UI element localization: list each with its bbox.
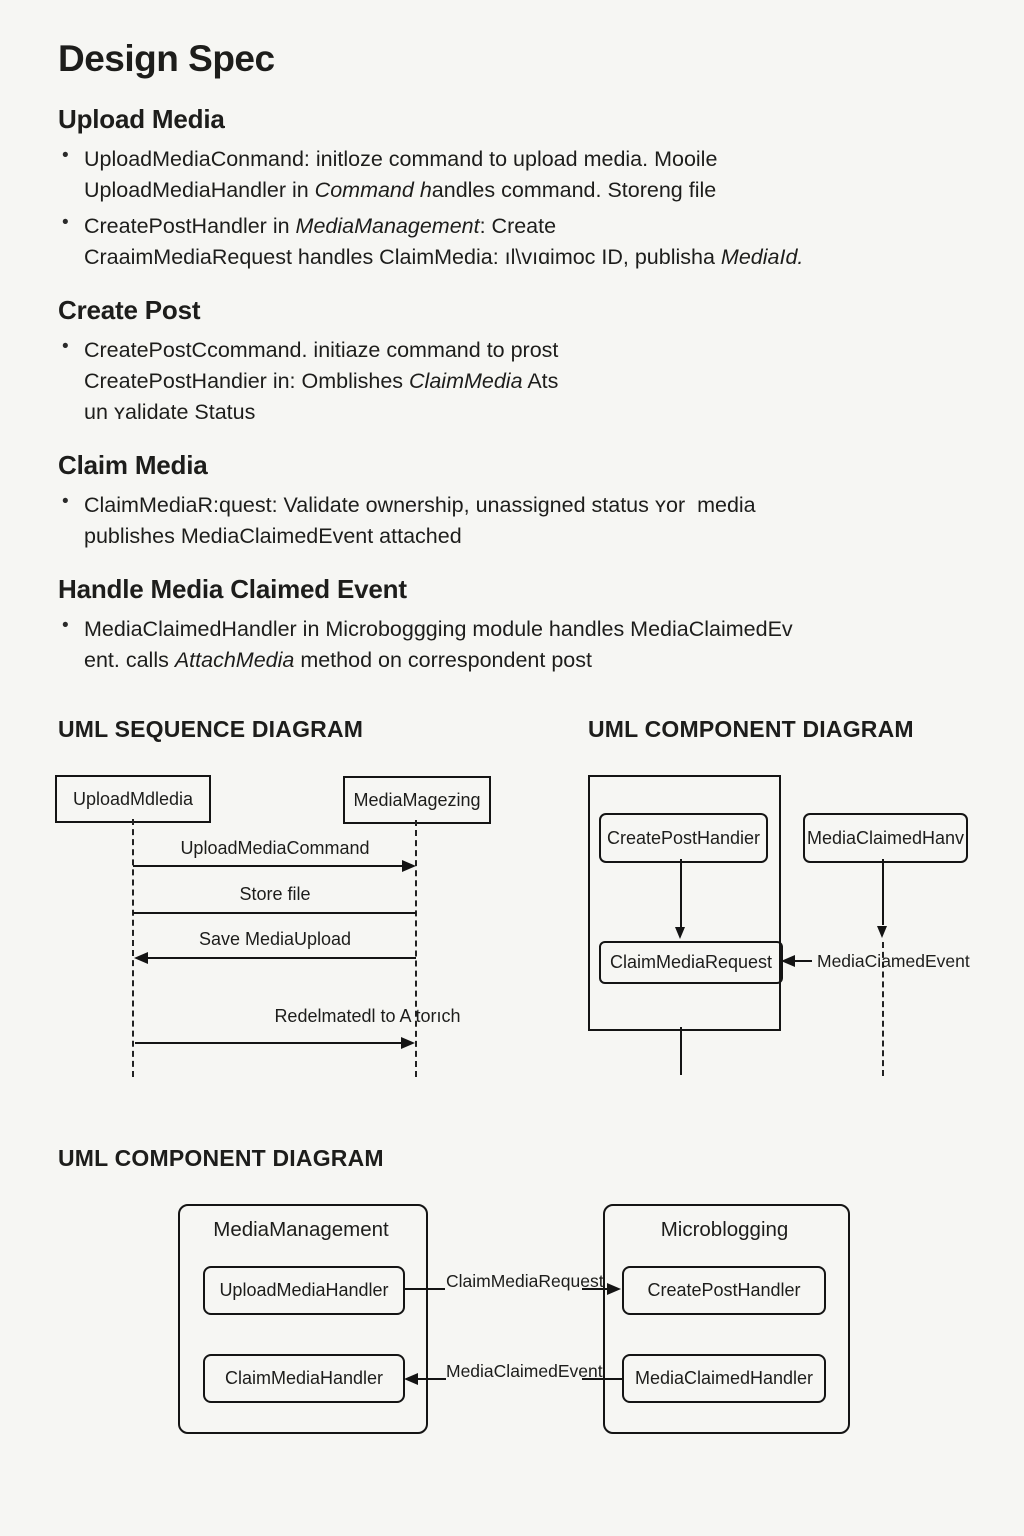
text-segment: : Create	[479, 214, 557, 238]
bullet-line	[84, 397, 988, 428]
text-segment-italic: ClaimMedia	[409, 369, 523, 393]
create-post-list	[58, 335, 988, 428]
diagram-heading: UML SEQUENCE DIAGRAM	[58, 716, 364, 742]
arrowhead-down-icon	[877, 926, 887, 938]
text-segment: un ʏalidate Status	[84, 400, 256, 424]
module-title: Microblogging	[660, 1218, 789, 1241]
uml-sequence-diagram	[55, 713, 560, 1085]
edge-line	[403, 1288, 445, 1290]
text-segment: andles command. Storeng file	[431, 178, 717, 202]
section-heading-create-post: Create Post	[58, 295, 201, 325]
bullet-line	[84, 144, 988, 175]
handle-media-claimed-list	[58, 614, 988, 676]
bullet-line	[84, 490, 988, 521]
text-segment: ClaimMediaR:quest: Validate ownership, unassigned status ʏor media	[84, 493, 756, 517]
edge-label: MediaClaimedEvent	[446, 1361, 603, 1381]
text-segment: MediaClaimedHandler in Microboggging module handles MediaClaimedEv	[84, 617, 793, 641]
actor-label: MediaMagezing	[353, 789, 481, 810]
text-segment: publishes MediaClaimedEvent attached	[84, 524, 462, 548]
component-label: ClaimMediaRequest	[609, 952, 773, 972]
claim-media-list	[58, 490, 988, 552]
arrowhead-left-icon	[134, 952, 148, 964]
component-label: UploadMediaHandler	[219, 1280, 389, 1300]
component-box-createposthandier	[599, 813, 768, 863]
component-box-mediaclaimedhanv	[803, 813, 968, 863]
bullet-line	[84, 521, 988, 552]
component-label: CreatePostHandier	[606, 827, 761, 848]
diagram-heading: UML COMPONENT DIAGRAM	[588, 716, 914, 742]
diagram-heading: UML COMPONENT DIAGRAM	[58, 1145, 384, 1171]
component-label: ClaimMediaHandler	[224, 1368, 384, 1388]
component-label: MediaClaimedHandler	[634, 1368, 814, 1388]
text-segment: UploadMediaConmand: initloze command to upload media. Mooile	[84, 147, 718, 171]
bullet-line	[84, 242, 988, 273]
module-title: MediaManagement	[213, 1218, 389, 1241]
section-heading-upload-media: Upload Media	[58, 104, 225, 134]
text-segment-italic: MediaId.	[720, 245, 804, 269]
bullet-line	[84, 645, 988, 676]
arrowhead-down-icon	[675, 927, 685, 939]
arrowhead-right-icon	[402, 860, 416, 872]
message-label: Store file	[239, 884, 311, 904]
actor-box-mediamagezing	[343, 776, 491, 824]
message-label: UploadMediaCommand	[180, 838, 370, 858]
section-heading-claim-media: Claim Media	[58, 450, 208, 480]
list-item	[58, 211, 988, 273]
bullet-line	[84, 366, 988, 397]
connector-line	[882, 859, 884, 925]
text-segment: UploadMediaHandler in	[84, 178, 315, 202]
component-label: CreatePostHandler	[647, 1280, 801, 1300]
bullet-line	[84, 335, 988, 366]
uml-component-diagram-2	[58, 1140, 1008, 1480]
component-box-uploadmediahandler	[203, 1266, 405, 1315]
text-segment: CreatePostHandler in	[84, 214, 296, 238]
message-label: Redelmatedl to A torıch	[274, 1006, 461, 1026]
bullet-line	[84, 211, 988, 242]
component-box-claimmediarequest	[599, 941, 783, 984]
edge-line	[582, 1288, 608, 1290]
edge-label: MediaCiamedEvent	[817, 951, 970, 971]
text-segment-italic: Command h	[314, 178, 432, 202]
text-segment: method on correspondent post	[294, 648, 592, 672]
edge-line	[582, 1378, 622, 1380]
message-line	[133, 912, 416, 914]
bullet-line	[84, 614, 988, 645]
list-item	[58, 614, 988, 676]
message-line	[133, 865, 403, 867]
section-heading-handle-media-claimed-event: Handle Media Claimed Event	[58, 574, 407, 604]
text-segment: CreatePostCcommand. initiaze command to prost	[84, 338, 559, 362]
arrowhead-right-icon	[607, 1283, 621, 1295]
connector-line	[680, 1027, 682, 1075]
message-line	[147, 957, 416, 959]
component-box-mediaclaimedhandler	[622, 1354, 826, 1403]
component-box-claimmediahandler	[203, 1354, 405, 1403]
bullet-line	[84, 175, 988, 206]
list-item	[58, 490, 988, 552]
arrowhead-right-icon	[401, 1037, 415, 1049]
text-segment: Ats	[522, 369, 559, 393]
list-item	[58, 144, 988, 206]
actor-box-uploadmedia	[55, 775, 211, 823]
message-label: Save MediaUpload	[198, 929, 352, 949]
list-item	[58, 335, 988, 428]
actor-label: UploadMdledia	[72, 788, 194, 809]
text-segment: CreatePostHandier in: Omblishes	[84, 369, 410, 393]
arrowhead-left-icon	[404, 1373, 418, 1385]
message-line	[135, 1042, 402, 1044]
connector-line	[680, 859, 682, 929]
text-segment: ent. calls	[84, 648, 175, 672]
text-segment-italic: AttachMedia	[174, 648, 295, 672]
page-title: Design Spec	[58, 38, 275, 79]
text-segment: CraaimMediaRequest handles ClaimMedia: ıl\vıɑimoc ID, publisha	[84, 245, 721, 269]
component-label: MediaClaimedHanv	[806, 827, 965, 848]
edge-line	[794, 960, 812, 962]
upload-media-list	[58, 144, 988, 273]
spec-text-block	[58, 38, 988, 681]
text-segment-italic: MediaManagement	[295, 214, 480, 238]
edge-label: ClaimMediaRequest	[446, 1271, 604, 1291]
arrowhead-left-icon	[781, 955, 795, 967]
uml-component-diagram-1	[585, 713, 1015, 1085]
edge-line	[417, 1378, 446, 1380]
component-box-createposthandler	[622, 1266, 826, 1315]
